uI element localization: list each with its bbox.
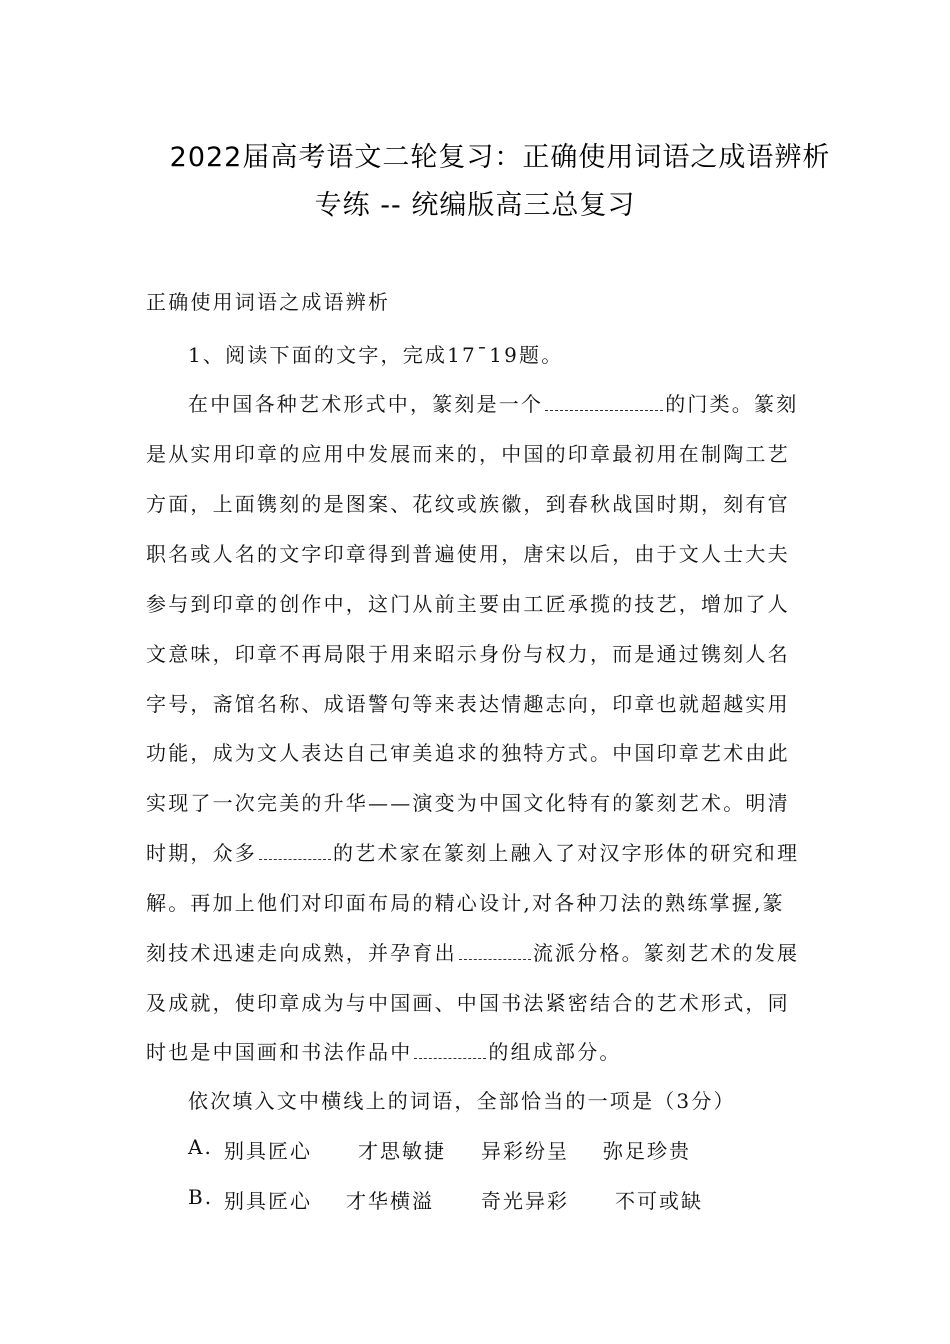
passage-text: 的组成部分。 [488,1040,622,1064]
passage-line [146,1036,816,1065]
option-word: 奇光异彩 [481,1189,569,1213]
passage-line: 及成就，使印章成为与中国画、中国书法紧密结合的艺术形式，同 [146,991,790,1015]
document-title-line-2: 专练 -- 统编版高三总复习 [314,190,636,221]
passage-line: 参与到印章的创作中，这门从前主要由工匠承揽的技艺，增加了人 [146,592,790,616]
answer-blank [545,392,663,411]
passage-text: 的门类。篆刻 [665,392,799,416]
passage-line: 职名或人名的文字印章得到普遍使用，唐宋以后，由于文人士大夫 [146,542,790,566]
option-word: 才华横溢 [346,1189,434,1213]
answer-blank [459,941,531,960]
passage-text: 时也是中国画和书法作品中 [146,1040,413,1064]
passage-text: 流派分格。篆刻艺术的发展 [532,941,800,965]
option-word: 别具匠心 [224,1139,312,1163]
option-word: 不可或缺 [615,1189,703,1213]
passage-line: 方面，上面镌刻的是图案、花纹或族徽，到春秋战国时期，刻有官 [146,492,790,516]
passage-line: 文意味，印章不再局限于用来昭示身份与权力，而是通过镌刻人名 [146,642,790,666]
question-prompt: 依次填入文中横线上的词语，全部恰当的一项是（3分） [188,1089,736,1113]
option-word: 弥足珍贵 [603,1139,691,1163]
passage-text: 在中国各种艺术形式中，篆刻是一个 [188,392,544,416]
option-word: 才思敏捷 [358,1139,446,1163]
answer-blank [259,841,331,860]
passage-line: 是从实用印章的应用中发展而来的，中国的印章最初用在制陶工艺 [146,442,790,466]
option-word: 别具匠心 [224,1189,312,1213]
answer-blank [414,1040,486,1059]
option-letter: A. [188,1135,213,1159]
section-heading: 正确使用词语之成语辨析 [146,290,391,314]
passage-line [146,837,816,866]
passage-text: 时期，众多 [146,841,257,865]
question-intro: 1、阅读下面的文字，完成17¯19题。 [188,343,564,367]
passage-line: 字号，斋馆名称、成语警句等来表达情趣志向，印章也就超越实用 [146,692,790,716]
passage-line: 实现了一次完美的升华——演变为中国文化特有的篆刻艺术。明清 [146,791,790,815]
passage-text: 刻技术迅速走向成熟，并孕育出 [146,941,457,965]
document-title-line-1: 2022届高考语文二轮复习：正确使用词语之成语辨析 [169,142,831,173]
passage-line: 解。再加上他们对印面布局的精心设计,对各种刀法的熟练掌握,篆 [146,891,785,915]
option-letter: B. [188,1185,214,1209]
passage-line [188,388,858,417]
passage-text: 的艺术家在篆刻上融入了对汉字形体的研究和理 [333,841,800,865]
passage-line [146,937,816,966]
option-word: 异彩纷呈 [481,1139,569,1163]
passage-line: 功能，成为文人表达自己审美追求的独特方式。中国印章艺术由此 [146,741,790,765]
